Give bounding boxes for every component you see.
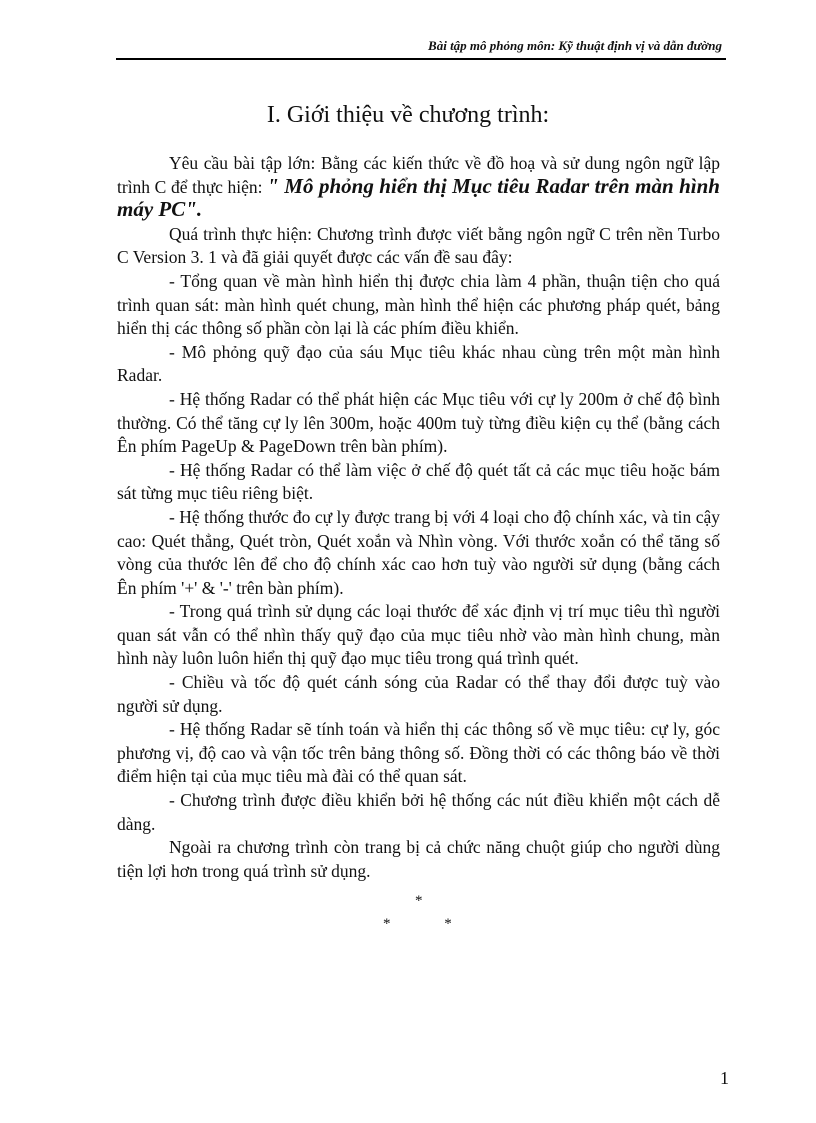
paragraph: Ngoài ra chương trình còn trang bị cả chức năng chuột giúp cho người dùng tiện lợi hơn trong quá trình sử dụng. <box>117 837 720 881</box>
intro-lead: Yêu cầu bài tập lớn: Bằng các kiến thức về đồ hoạ và sử dung ngôn ngữ lập trình C để thực hiện: <box>117 153 720 197</box>
section-title: I. Giới thiệu về chương trình: <box>266 102 550 128</box>
intro-paragraph <box>117 152 720 223</box>
body-text <box>117 152 720 883</box>
page-number: 1 <box>720 1068 729 1088</box>
paragraph: - Hệ thống Radar có thể làm việc ở chế độ quét tất cả các mục tiêu hoặc bám sát từng mục tiêu riêng biệt. <box>117 459 720 504</box>
separator-bottom: * * <box>383 916 452 932</box>
paragraph: - Hệ thống Radar có thể phát hiện các Mục tiêu với cự ly 200m ở chế độ bình thường. Có thể tăng cự ly lên 300m, hoặc 400m tuỳ từng điều kiện cụ thể (bằng cách Ên phím PageUp & PageDown trên bàn phím). <box>117 388 720 457</box>
paragraph: - Trong quá trình sử dụng các loại thước để xác định vị trí mục tiêu thì người quan sát vẫn có thể nhìn thấy quỹ đạo của mục tiêu nhờ vào màn hình chung, màn hình này luôn luôn hiển thị quỹ đạo mục tiêu trong quá trình quét. <box>117 601 720 669</box>
paragraph: Quá trình thực hiện: Chương trình được viết bằng ngôn ngữ C trên nền Turbo C Version 3. 1 và đã giải quyết được các vấn đề sau đây: <box>117 223 720 268</box>
paragraph: - Hệ thống thước đo cự ly được trang bị với 4 loại cho độ chính xác, và tin cậy cao: Quét thẳng, Quét tròn, Quét xoắn và Nhìn vòng. Với thước xoắn có thể tăng số vòng của thước lên để cho độ chính xác cao hơn tuỳ vào người sử dụng (bằng cách Ên phím '+' & '-' trên bàn phím). <box>117 506 720 598</box>
separator-top: * <box>415 893 423 909</box>
page-header: Bài tập mô phỏng môn: Kỹ thuật định vị và dẫn đường <box>428 38 722 53</box>
intro-emphasis: " Mô phỏng hiển thị Mục tiêu Radar trên màn hình máy PC". <box>117 173 720 222</box>
paragraph: - Mô phỏng quỹ đạo của sáu Mục tiêu khác nhau cùng trên một màn hình Radar. <box>117 341 720 386</box>
paragraph: - Chiều và tốc độ quét cánh sóng của Radar có thể thay đổi được tuỳ vào người sử dụng. <box>117 672 720 716</box>
paragraph: - Hệ thống Radar sẽ tính toán và hiển thị các thông số về mục tiêu: cự ly, góc phương vị, độ cao và vận tốc trên bảng thông số. Đồng thời có các thông báo về thời điểm hiện tại của mục tiêu mà đài có thể quan sát. <box>117 719 720 787</box>
header-rule <box>116 58 726 60</box>
paragraph: - Tổng quan về màn hình hiển thị được chia làm 4 phần, thuận tiện cho quá trình quan sát: màn hình quét chung, màn hình thể hiện các phương pháp quét, bảng hiển thị các thông số phần còn lại là các phím điều khiển. <box>117 270 720 339</box>
paragraph: - Chương trình được điều khiển bởi hệ thống các nút điều khiển một cách dễ dàng. <box>117 790 720 834</box>
